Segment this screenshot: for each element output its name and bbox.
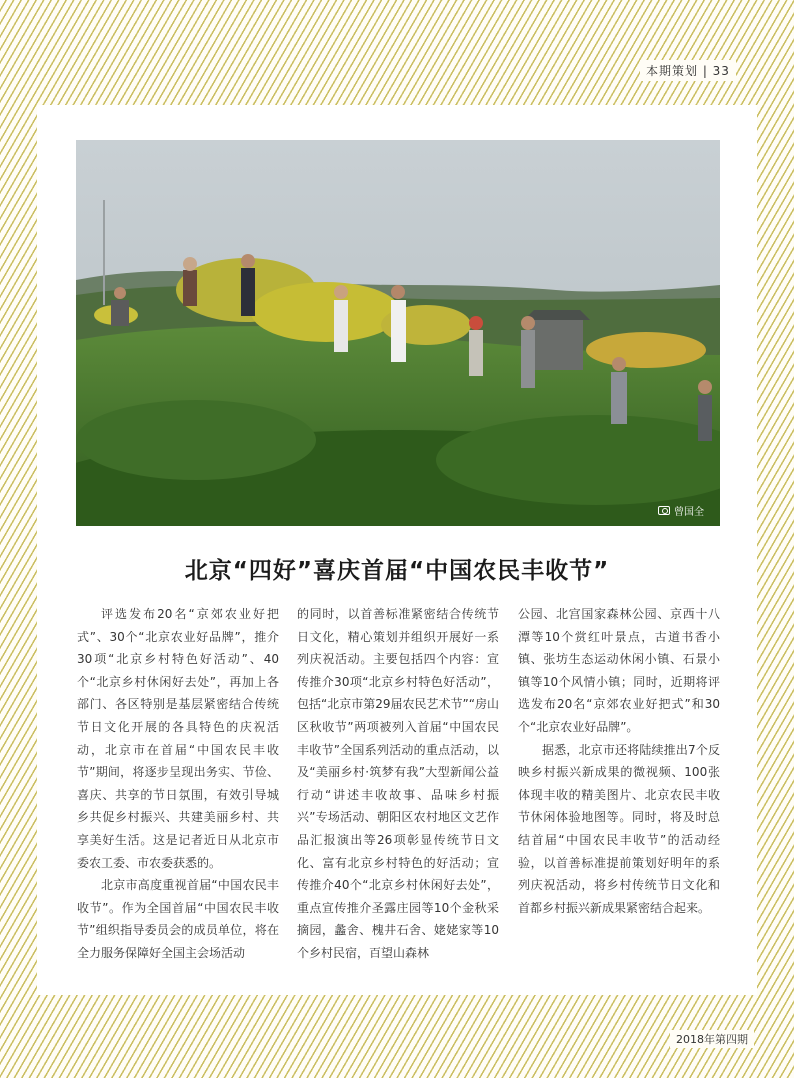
farm-scene-illustration (76, 140, 720, 526)
issue-label: 2018年第四期 (670, 1030, 754, 1048)
article-column-3 (518, 603, 720, 919)
photo-credit-text: 曾国全 (674, 507, 704, 518)
article-column-2 (297, 603, 499, 965)
section-page-label: 本期策划 | 33 (640, 60, 736, 81)
article-photo (76, 140, 720, 526)
article-title: 北京“四好”喜庆首届“中国农民丰收节” (184, 558, 610, 584)
paragraph: 的同时，以首善标准紧密结合传统节日文化，精心策划并组织开展好一系列庆祝活动。主要包括四个内容：宣传推介30项“北京乡村特色好活动”，包括“北京市第29届农民艺术节”“房山区秋收节”两项被列入首届“中国农民丰收节”全国系列活动的重点活动，以及“美丽乡村·筑梦有我”大型新闻公益行动“讲述丰收故事、品味乡村振兴”专场活动、朝阳区农村地区文艺作品汇报演出等26项彰显传统节日文化、富有北京乡村特色的好活动；宣传推介40个“北京乡村休闲好去处”，重点宣传推介圣露庄园等10个金秋采摘园，蠡舍、槐井石舍、姥姥家等10个乡村民宿，百望山森林 (297, 607, 499, 960)
paragraph: 北京市高度重视首届“中国农民丰收节”。作为全国首届“中国农民丰收节”组织指导委员会的成员单位，将在全力服务保障好全国主会场活动 (77, 878, 279, 960)
camera-icon (658, 506, 670, 515)
paragraph: 据悉，北京市还将陆续推出7个反映乡村振兴新成果的微视频、100张体现丰收的精美图片、北京农民丰收节休闲体验地图等。同时，将及时总结首届“中国农民丰收节”的活动经验，以首善标准提前策划好明年的系列庆祝活动，将乡村传统节日文化和首都乡村振兴新成果紧密结合起来。 (518, 742, 720, 915)
paragraph: 评选发布20名“京郊农业好把式”、30个“北京农业好品牌”，推介30项“北京乡村特色好活动”、40个“北京乡村休闲好去处”，再加上各部门、各区特别是基层紧密结合传统节日文化开展的各具特色的庆祝活动，北京市在首届“中国农民丰收节”期间，将逐步呈现出务实、节俭、喜庆、共享的节日氛围，有效引导城乡共促乡村振兴、共建美丽乡村、共享美好生活。这是记者近日从北京市委农工委、市农委获悉的。 (77, 607, 279, 870)
photo-credit (658, 503, 704, 518)
article-column-1 (77, 603, 279, 965)
paragraph: 公园、北宫国家森林公园、京西十八潭等10个赏红叶景点，古道书香小镇、张坊生态运动休闲小镇、石景小镇等10个风情小镇；同时，近期将评选发布20名“京郊农业好把式”和30个“北京农业好品牌”。 (518, 607, 720, 734)
